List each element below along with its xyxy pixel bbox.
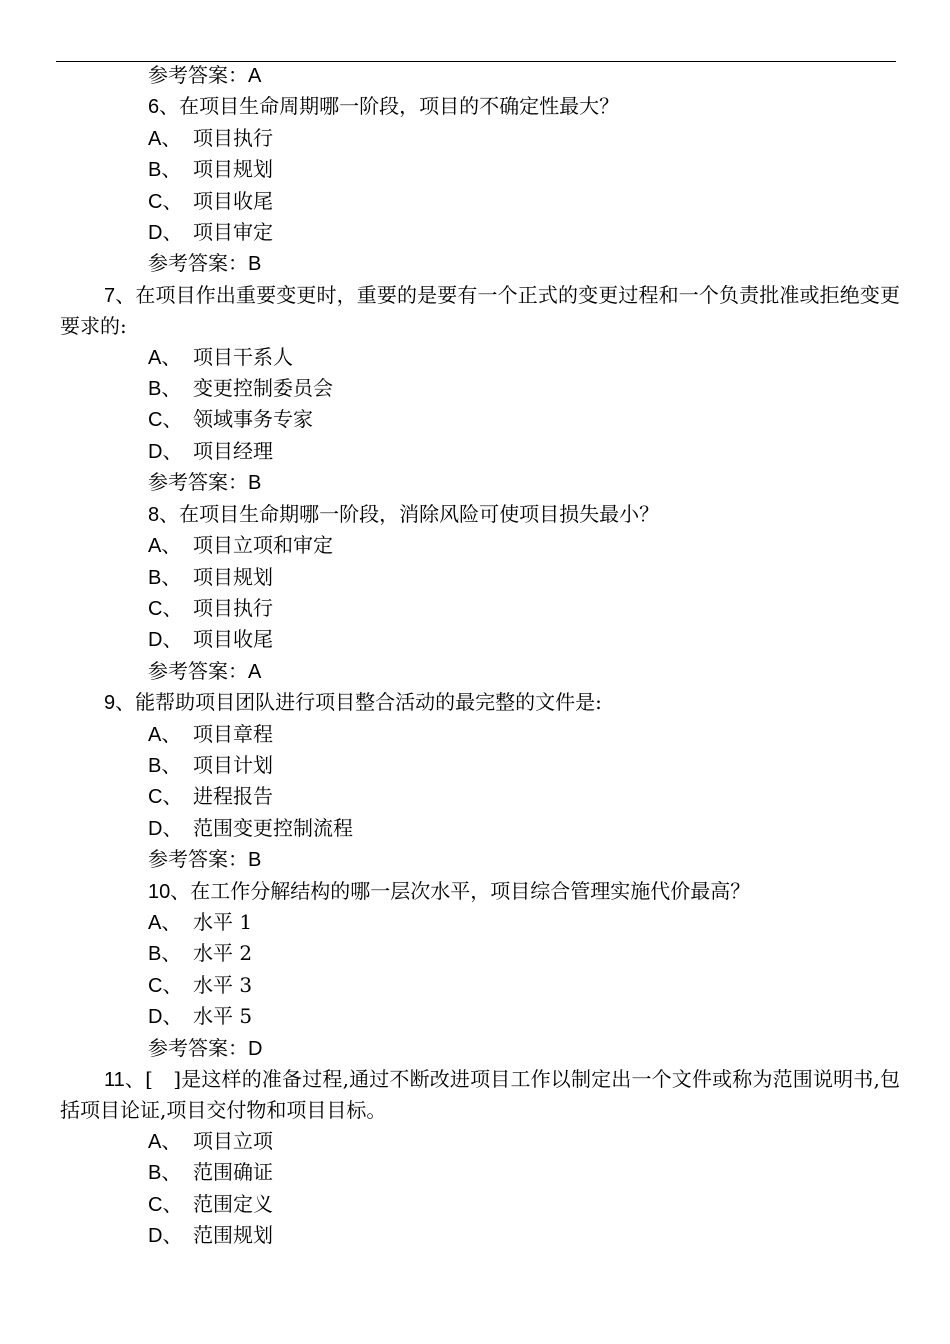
option-a (60, 342, 900, 373)
answer-value: B (248, 472, 262, 495)
option-text: 范围确证 (193, 1160, 273, 1185)
option-letter: B、 (148, 159, 182, 182)
option-letter: B、 (148, 566, 182, 589)
option-letter: C、 (148, 597, 183, 620)
answer-value: A (248, 660, 262, 683)
option-d (60, 1220, 900, 1251)
option-b (60, 1157, 900, 1188)
option-b (60, 750, 900, 781)
question-9 (60, 687, 900, 718)
option-text: 变更控制委员会 (193, 376, 333, 401)
option-text: 项目执行 (193, 125, 273, 150)
option-a (60, 530, 900, 561)
question-text: [ ]是这样的准备过程,通过不断改进项目工作以制定出一个文件或称为范围说明书,包括项目论证,项目交付物和项目目标。 (60, 1067, 900, 1123)
question-text: 在项目生命期哪一阶段，消除风险可使项目损失最小？ (179, 501, 660, 526)
option-letter: C、 (148, 190, 183, 213)
option-letter: C、 (148, 974, 183, 997)
answer-value: B (248, 849, 262, 872)
option-text: 项目经理 (193, 438, 273, 463)
question-11 (60, 1064, 900, 1126)
question-text: 能帮助项目团队进行项目整合活动的最完整的文件是: (135, 690, 602, 715)
answer-value: D (248, 1037, 263, 1060)
answer-line (60, 1033, 900, 1064)
question-number: 6、 (148, 96, 180, 119)
question-text: 在项目作出重要变更时，重要的是要有一个正式的变更过程和一个负责批准或拒绝变更要求的: (60, 282, 900, 339)
answer-value: B (248, 253, 262, 276)
question-10 (60, 876, 900, 907)
option-c (60, 781, 900, 812)
option-letter: B、 (148, 754, 182, 777)
option-text: 项目立项和审定 (193, 533, 333, 558)
option-text: 项目章程 (193, 721, 273, 746)
option-letter: A、 (148, 911, 182, 934)
answer-line (60, 467, 900, 498)
answer-label: 参考答案： (148, 1035, 248, 1060)
question-text: 在项目生命周期哪一阶段，项目的不确定性最大？ (179, 94, 620, 119)
answer-line (60, 656, 900, 687)
option-letter: A、 (148, 723, 182, 746)
option-text: 项目干系人 (193, 344, 293, 369)
option-b (60, 373, 900, 404)
question-number: 8、 (148, 503, 180, 526)
option-text: 范围变更控制流程 (193, 815, 353, 840)
option-text: 项目收尾 (193, 188, 273, 213)
option-text: 水平 5 (193, 1004, 253, 1029)
option-b (60, 562, 900, 593)
option-text: 项目收尾 (193, 627, 273, 652)
option-letter: A、 (148, 127, 182, 150)
answer-value: A (248, 65, 262, 87)
option-text: 进程报告 (193, 784, 273, 809)
answer-label: 参考答案： (148, 658, 248, 683)
option-text: 水平 3 (193, 972, 253, 997)
option-letter: C、 (148, 786, 183, 809)
option-text: 项目规划 (193, 157, 273, 182)
answer-line (60, 248, 900, 279)
question-7 (60, 280, 900, 342)
answer-label: 参考答案： (148, 63, 248, 87)
answer-label: 参考答案： (148, 251, 248, 276)
option-a (60, 1126, 900, 1157)
option-a (60, 719, 900, 750)
option-text: 项目计划 (193, 752, 273, 777)
option-letter: D、 (148, 440, 183, 463)
option-d (60, 1001, 900, 1032)
question-8 (60, 499, 900, 530)
option-letter: C、 (148, 409, 183, 432)
option-letter: A、 (148, 1130, 182, 1153)
option-letter: B、 (148, 1162, 182, 1185)
option-d (60, 436, 900, 467)
question-number: 7、 (104, 284, 136, 307)
answer-line (60, 60, 900, 91)
question-text: 在工作分解结构的哪一层次水平，项目综合管理实施代价最高？ (190, 878, 751, 903)
question-number: 9、 (104, 692, 136, 715)
question-6 (60, 91, 900, 122)
option-letter: C、 (148, 1193, 183, 1216)
option-letter: D、 (148, 1225, 183, 1248)
document-body (60, 60, 900, 1251)
option-letter: D、 (148, 1006, 183, 1029)
option-b (60, 938, 900, 969)
option-c (60, 970, 900, 1001)
option-text: 领域事务专家 (193, 407, 313, 432)
option-letter: D、 (148, 222, 183, 245)
answer-label: 参考答案： (148, 470, 248, 495)
option-text: 项目规划 (193, 564, 273, 589)
question-number: 11、 (104, 1069, 146, 1091)
option-text: 范围定义 (193, 1191, 273, 1216)
option-letter: B、 (148, 943, 182, 966)
option-c (60, 593, 900, 624)
option-text: 水平 1 (193, 909, 253, 934)
option-letter: A、 (148, 535, 182, 558)
option-b (60, 154, 900, 185)
option-d (60, 217, 900, 248)
option-letter: D、 (148, 629, 183, 652)
option-text: 水平 2 (193, 941, 253, 966)
option-d (60, 624, 900, 655)
option-d (60, 813, 900, 844)
option-text: 项目立项 (193, 1128, 273, 1153)
question-number: 10、 (148, 880, 191, 903)
option-text: 项目审定 (193, 220, 273, 245)
answer-label: 参考答案： (148, 847, 248, 872)
option-text: 项目执行 (193, 595, 273, 620)
option-a (60, 123, 900, 154)
option-letter: D、 (148, 817, 183, 840)
option-c (60, 186, 900, 217)
option-a (60, 907, 900, 938)
answer-line (60, 844, 900, 875)
option-c (60, 404, 900, 435)
option-text: 范围规划 (193, 1223, 273, 1248)
option-letter: B、 (148, 378, 182, 401)
option-c (60, 1189, 900, 1220)
option-letter: A、 (148, 346, 182, 369)
